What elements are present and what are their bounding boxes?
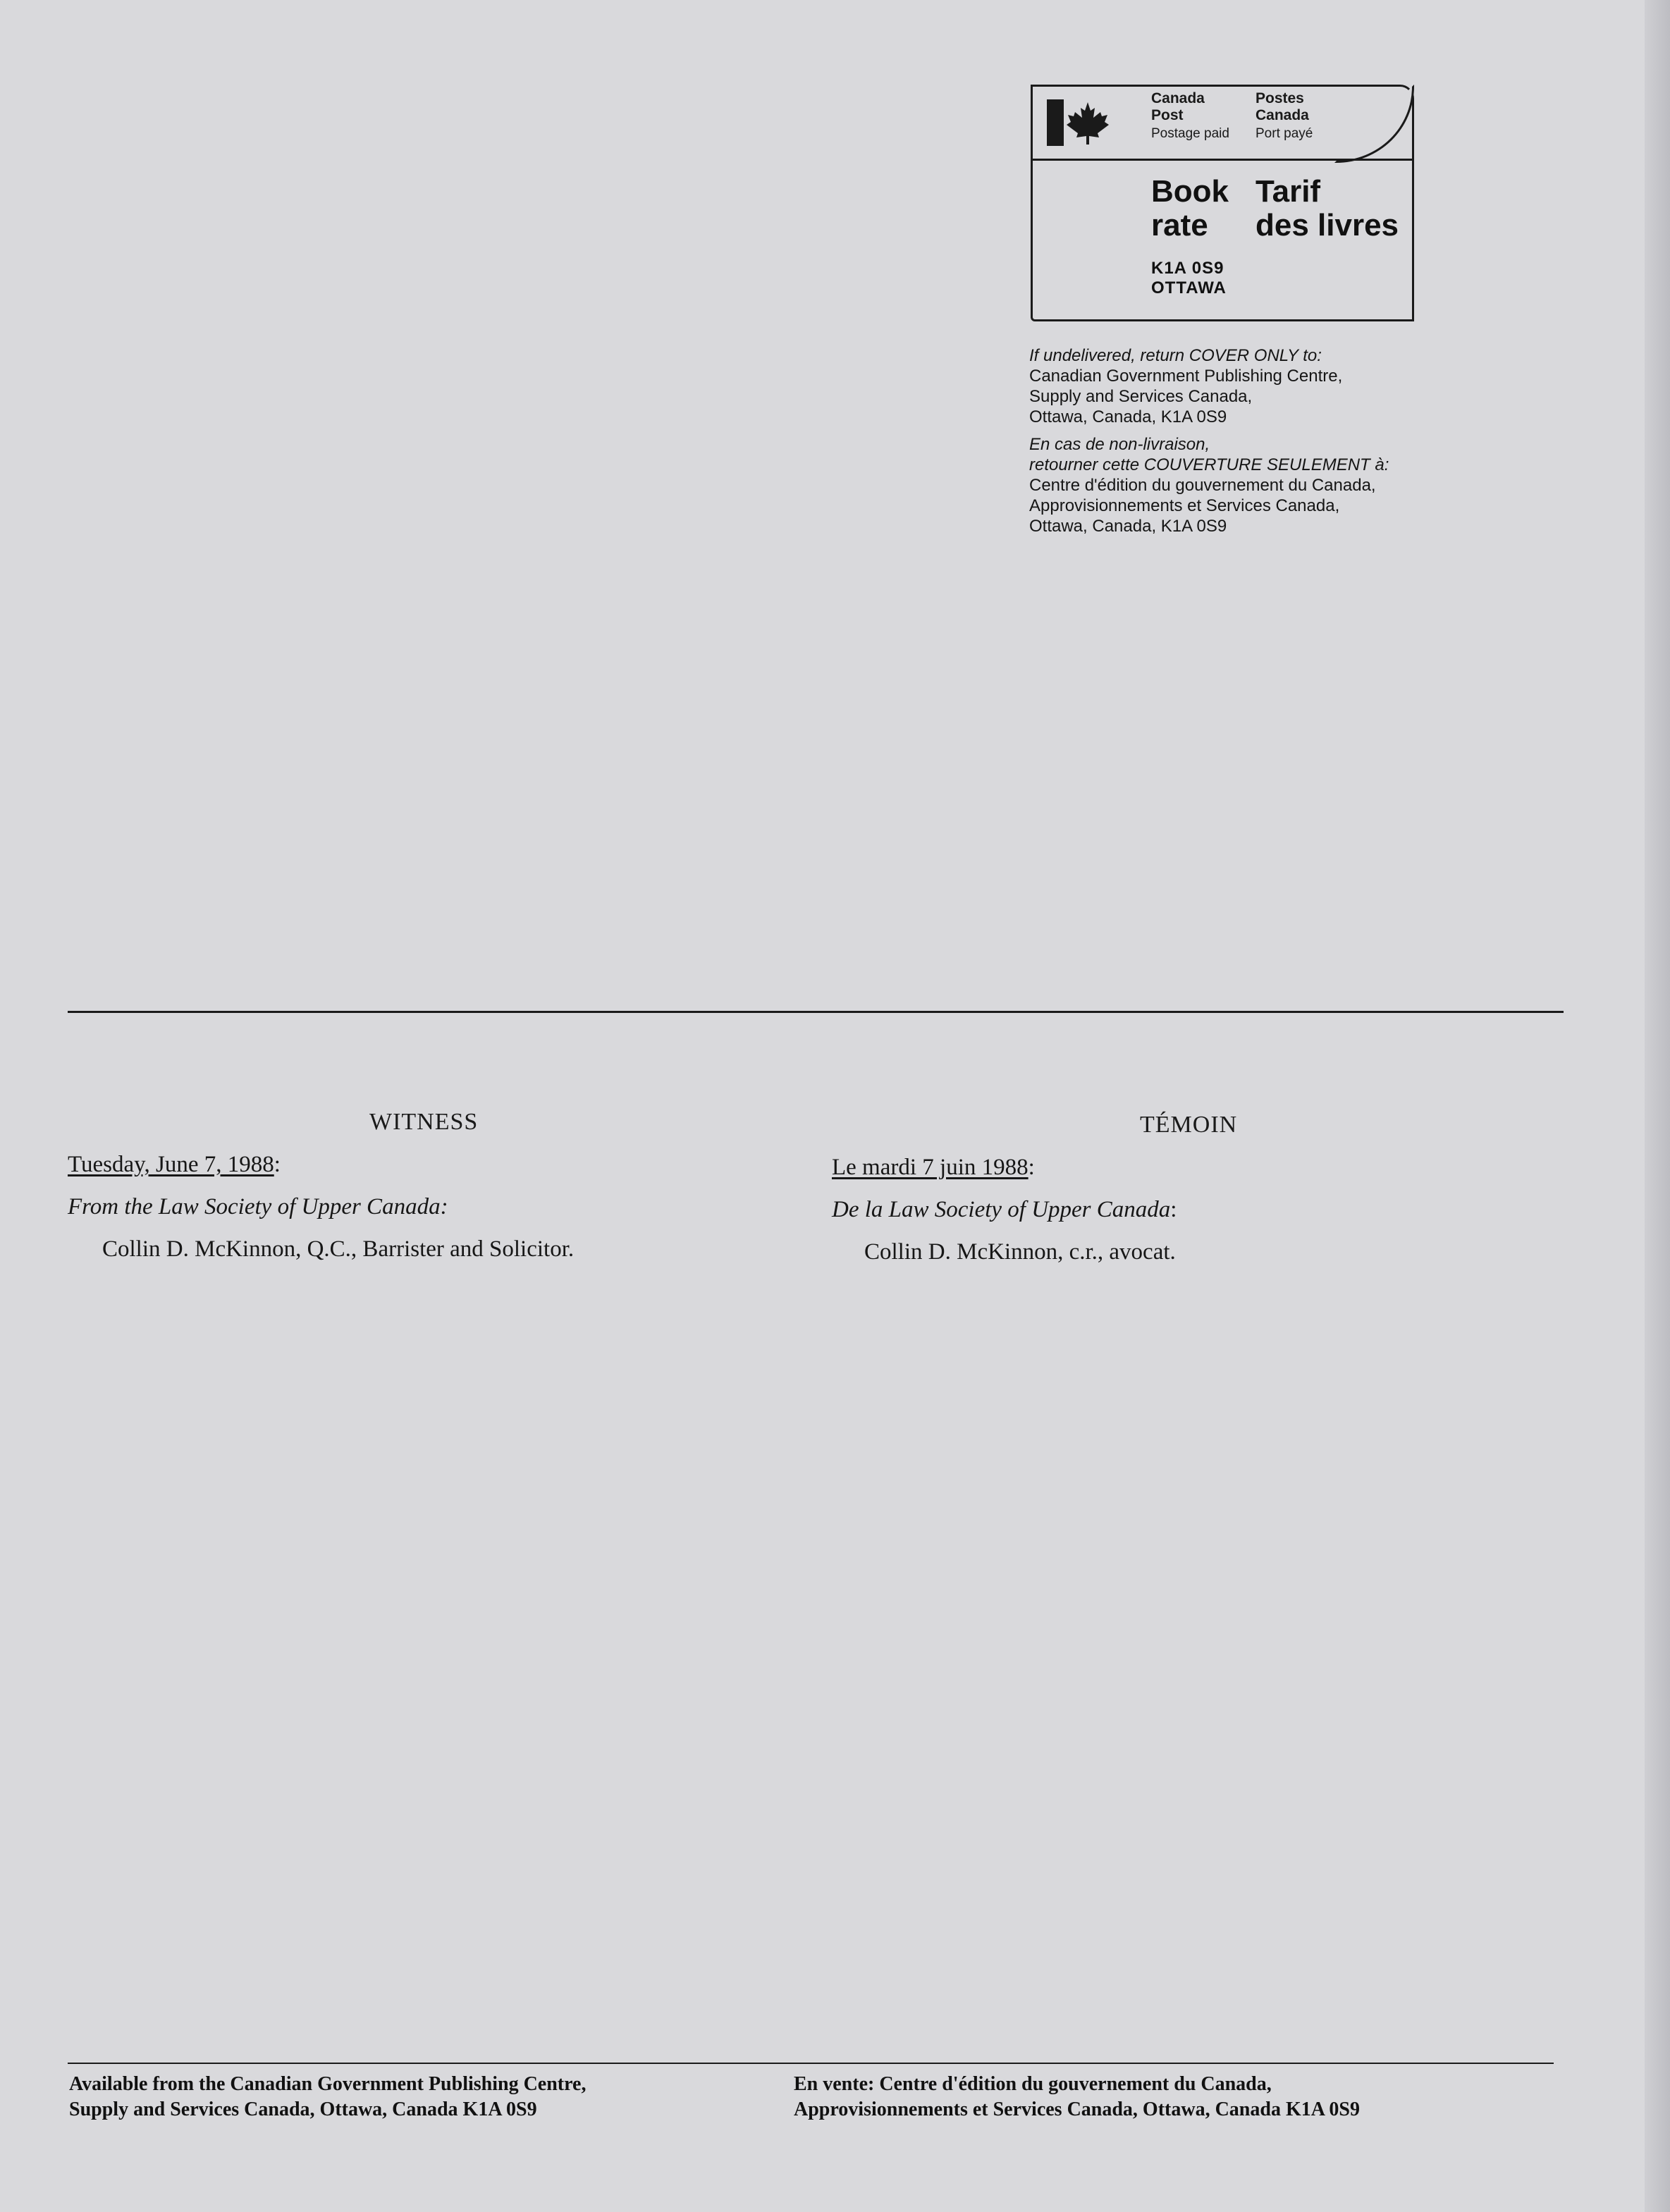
return-en-line-2: Canadian Government Publishing Centre,	[1029, 367, 1343, 386]
witness-date-en-colon: :	[274, 1152, 281, 1177]
return-fr-line-3: Centre d'édition du gouvernement du Canada,	[1029, 476, 1376, 495]
witness-date-en	[68, 1150, 281, 1179]
return-address	[1029, 345, 1523, 536]
indicia-divider	[1033, 159, 1412, 161]
temoin-heading: TÉMOIN	[1140, 1112, 1238, 1138]
canada-post-label: Canada	[1151, 90, 1205, 106]
postage-indicia	[1031, 85, 1414, 321]
footer-fr-line-2: Approvisionnements et Services Canada, Ottawa, Canada K1A 0S9	[794, 2099, 1360, 2120]
tarif-line-1: Tarif	[1255, 174, 1321, 209]
return-en-line-4: Ottawa, Canada, K1A 0S9	[1029, 407, 1227, 426]
page-edge-shadow	[1645, 0, 1670, 2212]
footer-en-line-2: Supply and Services Canada, Ottawa, Canada K1A 0S9	[69, 2099, 537, 2120]
witness-person-en: Collin D. McKinnon, Q.C., Barrister and Solicitor.	[102, 1236, 575, 1262]
return-fr-line-5: Ottawa, Canada, K1A 0S9	[1029, 517, 1227, 536]
postes-label: Postes	[1255, 90, 1304, 106]
return-en-line-1: If undelivered, return COVER ONLY to:	[1029, 346, 1322, 365]
canada-flag-icon	[1047, 99, 1112, 146]
postal-city: OTTAWA	[1151, 278, 1227, 297]
return-fr-line-4: Approvisionnements et Services Canada,	[1029, 496, 1340, 515]
book-rate-line-2: rate	[1151, 208, 1208, 242]
witness-date-en-text: Tuesday, June 7, 1988	[68, 1152, 274, 1177]
return-fr-line-2: retourner cette COUVERTURE SEULEMENT à:	[1029, 455, 1389, 474]
indicia-corner-curve	[1334, 85, 1414, 163]
postage-paid-label: Postage paid	[1151, 126, 1229, 141]
postes-canada-label: Canada	[1255, 107, 1309, 123]
return-en-line-3: Supply and Services Canada,	[1029, 387, 1253, 406]
postal-code: K1A 0S9	[1151, 259, 1224, 278]
book-rate-line-1: Book	[1151, 174, 1229, 209]
return-fr-line-1: En cas de non-livraison,	[1029, 435, 1210, 454]
footer-fr-line-1: En vente: Centre d'édition du gouvernement du Canada,	[794, 2073, 1272, 2095]
footer-en-line-1: Available from the Canadian Government Publishing Centre,	[69, 2073, 587, 2095]
post-label: Post	[1151, 107, 1184, 123]
witness-org-en: From the Law Society of Upper Canada:	[68, 1194, 448, 1219]
footer-divider	[68, 2063, 1554, 2064]
witness-heading: WITNESS	[369, 1109, 479, 1135]
witness-org-fr	[832, 1196, 1177, 1224]
tarif-line-2: des livres	[1255, 208, 1399, 242]
witness-date-fr	[832, 1153, 1035, 1181]
port-paye-label: Port payé	[1255, 126, 1313, 141]
witness-person-fr: Collin D. McKinnon, c.r., avocat.	[864, 1239, 1176, 1265]
witness-org-fr-colon: :	[1170, 1197, 1177, 1222]
section-divider	[68, 1011, 1564, 1013]
witness-date-fr-text: Le mardi 7 juin 1988	[832, 1155, 1029, 1180]
witness-org-fr-text: De la Law Society of Upper Canada	[832, 1197, 1171, 1222]
witness-date-fr-colon: :	[1028, 1155, 1035, 1180]
